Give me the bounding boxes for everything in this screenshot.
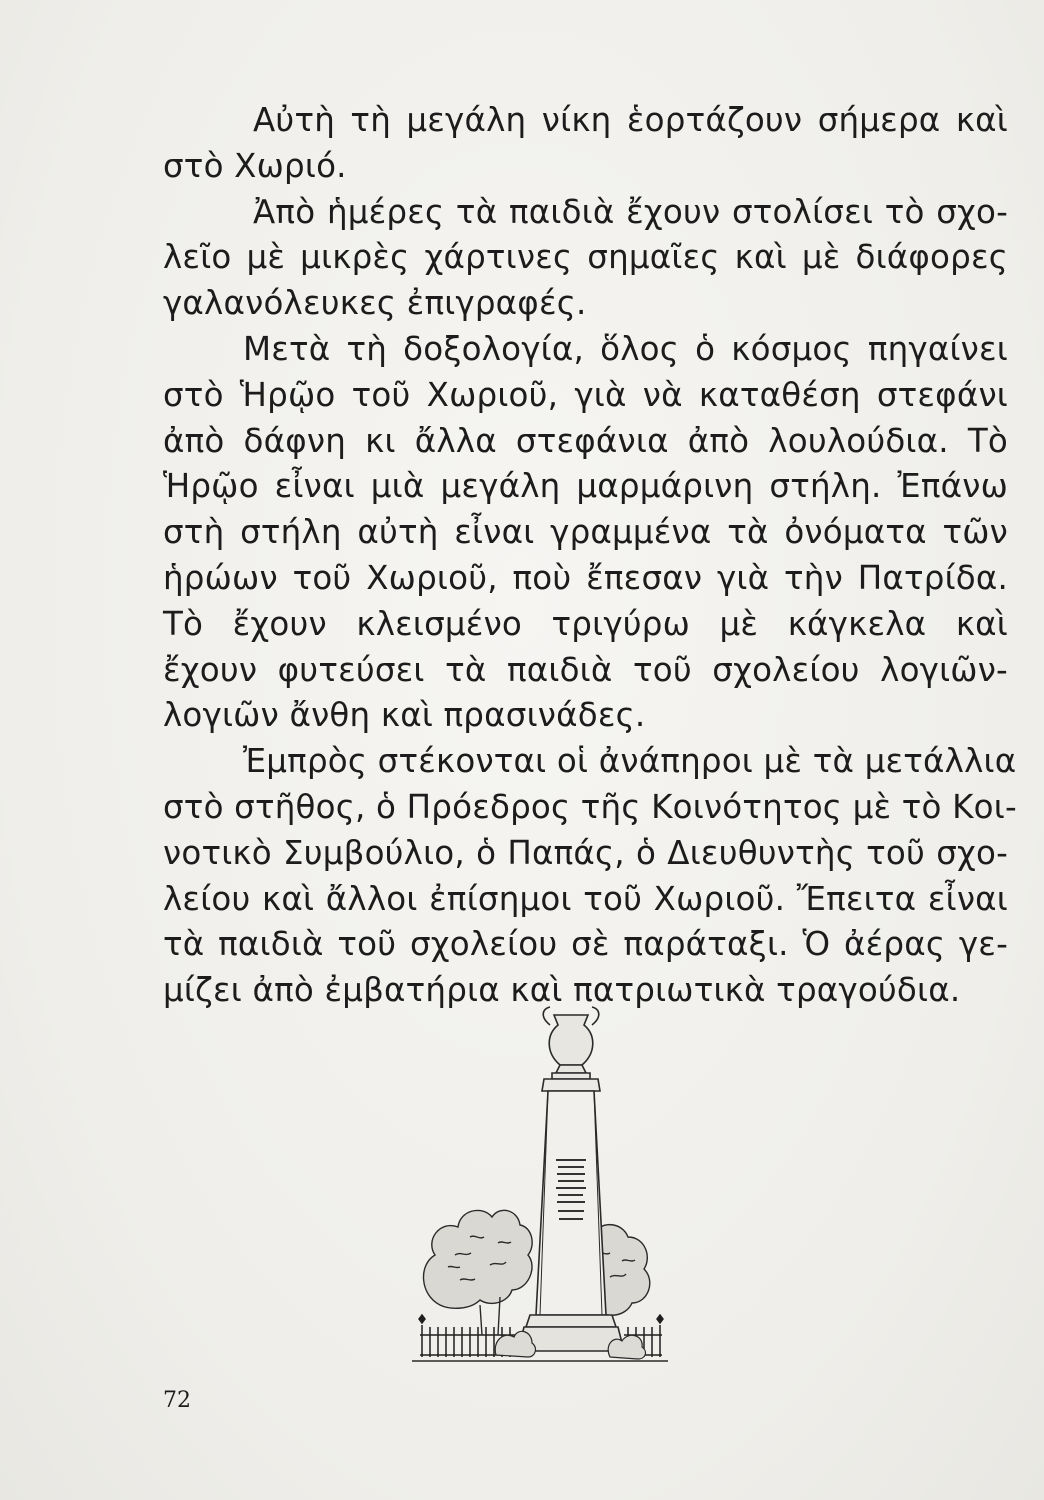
- text-line: νοτικὸ Συμβούλιο, ὁ Παπάς, ὁ Διευθυντὴς τοῦ σχο-: [163, 833, 1008, 872]
- body-text: [163, 98, 1017, 1014]
- text-line: Ἡρῷο εἶναι μιὰ μεγάλη μαρμάρινη στήλη. Ἐπάνω: [163, 467, 1008, 506]
- text-line: λείου καὶ ἄλλοι ἐπίσημοι τοῦ Χωριοῦ. Ἔπειτα εἶναι: [163, 879, 1008, 918]
- text-line: ἡρώων τοῦ Χωριοῦ, ποὺ ἔπεσαν γιὰ τὴν Πατρίδα.: [163, 558, 1008, 597]
- text-line: Ἐμπρὸς στέκονται οἱ ἀνάπηροι μὲ τὰ μετάλλια: [243, 742, 1017, 781]
- war-memorial-illustration: [400, 1005, 670, 1390]
- text-line: γαλανόλευκες ἐπιγραφές.: [163, 284, 587, 323]
- text-line: λογιῶν ἄνθη καὶ πρασινάδες.: [163, 696, 646, 735]
- text-line: Τὸ ἔχουν κλεισμένο τριγύρω μὲ κάγκελα καὶ: [163, 604, 1008, 643]
- text-line: τὰ παιδιὰ τοῦ σχολείου σὲ παράταξι. Ὁ ἀέρας γε-: [163, 925, 1008, 964]
- text-line: Αὐτὴ τὴ μεγάλη νίκη ἑορτάζουν σήμερα καὶ: [253, 101, 1008, 139]
- text-line: ἀπὸ δάφνη κι ἄλλα στεφάνια ἀπὸ λουλούδια. Τὸ: [163, 421, 1008, 460]
- text-line: λεῖο μὲ μικρὲς χάρτινες σημαῖες καὶ μὲ διάφορες: [163, 238, 1008, 277]
- text-line: στὸ στῆθος, ὁ Πρόεδρος τῆς Κοινότητος μὲ τὸ Κοι-: [163, 787, 1017, 826]
- text-line: μίζει ἀπὸ ἐμβατήρια καὶ πατριωτικὰ τραγούδια.: [163, 971, 961, 1010]
- page-number: 72: [163, 1388, 191, 1413]
- tree-foliage-left: [424, 1210, 533, 1335]
- text-line: στὴ στήλη αὐτὴ εἶναι γραμμένα τὰ ὀνόματα τῶν: [163, 513, 1008, 552]
- text-line: Ἀπὸ ἡμέρες τὰ παιδιὰ ἔχουν στολίσει τὸ σχο-: [253, 192, 1008, 231]
- text-line: Μετὰ τὴ δοξολογία, ὅλος ὁ κόσμος πηγαίνει: [243, 329, 1008, 368]
- text-line: ἔχουν φυτεύσει τὰ παιδιὰ τοῦ σχολείου λογιῶν-: [163, 650, 1008, 689]
- text-line: στὸ Χωριό.: [163, 146, 347, 185]
- text-line: στὸ Ἡρῷο τοῦ Χωριοῦ, γιὰ νὰ καταθέση στεφάνι: [163, 375, 1008, 414]
- urn: [543, 1007, 599, 1079]
